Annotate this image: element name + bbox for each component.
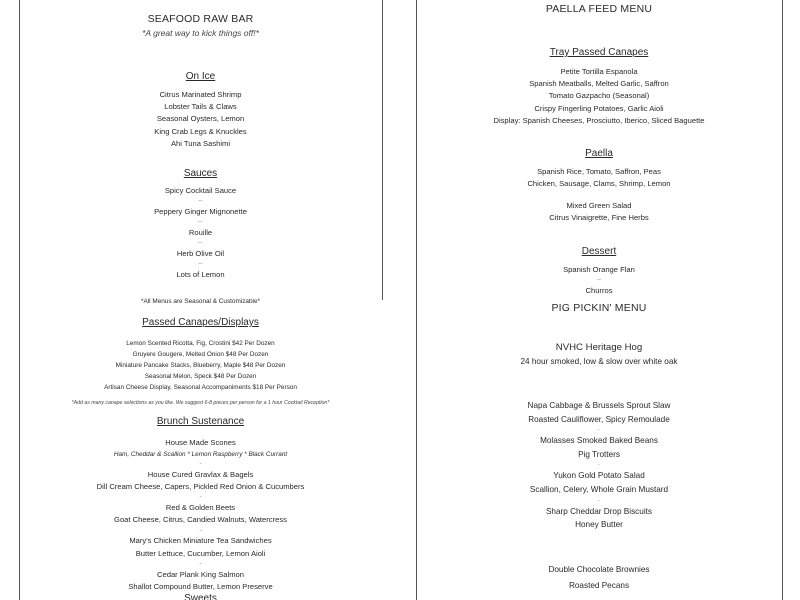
passed-canapes-list bbox=[20, 338, 381, 393]
list-item: Artisan Cheese Display, Seasonal Accompaniments $18 Per Person bbox=[104, 384, 297, 391]
list-item: Peppery Ginger Mignonette bbox=[154, 207, 247, 216]
brunch-menu-panel bbox=[20, 296, 381, 600]
on-ice-list bbox=[20, 89, 381, 150]
separator: -- bbox=[198, 261, 203, 268]
sweets-heading: Sweets bbox=[184, 593, 217, 600]
list-item: Lemon Scented Ricotta, Fig, Crostini $42 Per Dozen bbox=[126, 340, 275, 347]
passed-canapes-heading: Passed Canapes/Displays bbox=[142, 317, 259, 328]
hog-title: NVHC Heritage Hog bbox=[555, 342, 643, 353]
list-item: Miniature Pancake Stacks, Blueberry, Maple $48 Per Dozen bbox=[115, 362, 286, 369]
list-item: Ahi Tuna Sashimi bbox=[170, 138, 231, 148]
seafood-raw-bar-panel bbox=[20, 0, 381, 300]
list-item: Spanish Meatballs, Melted Garlic, Saffron bbox=[529, 79, 669, 89]
tray-passed-heading: Tray Passed Canapes bbox=[549, 47, 649, 58]
seafood-tagline: *A great way to kick things off!* bbox=[142, 28, 259, 38]
list-item: Lots of Lemon bbox=[176, 270, 225, 279]
list-item: Pig Trotters bbox=[578, 449, 620, 459]
list-item: Herb Olive Oil bbox=[176, 249, 225, 258]
list-item: Rouille bbox=[188, 228, 213, 237]
pig-title: PIG PICKIN' MENU bbox=[551, 302, 647, 314]
separator: - bbox=[598, 427, 600, 434]
canape-note: *Add as many canape selections as you like. We suggest 6-8 pieces per person for a 1 hour Cocktail Reception* bbox=[71, 400, 330, 406]
hog-description: 24 hour smoked, low & slow over white oak bbox=[520, 357, 678, 366]
on-ice-heading: On Ice bbox=[185, 71, 216, 82]
list-item: Cedar Plank King Salmon bbox=[157, 569, 244, 579]
separator: -- bbox=[198, 240, 203, 247]
brunch-sustenance-list bbox=[20, 437, 381, 593]
list-item: Roasted Pecans bbox=[568, 580, 630, 590]
list-item: Lobster Tails & Claws bbox=[164, 102, 237, 112]
list-item-desc: Butter Lettuce, Cucumber, Lemon Aioli bbox=[135, 548, 266, 558]
separator: - bbox=[598, 497, 600, 504]
seasonal-note: *All Menus are Seasonal & Customizable* bbox=[141, 298, 260, 305]
list-item: Red & Golden Beets bbox=[165, 503, 236, 513]
list-item: Tomato Gazpacho (Seasonal) bbox=[548, 91, 650, 101]
list-item-desc: Shallot Compound Butter, Lemon Preserve bbox=[128, 581, 273, 591]
separator: -- bbox=[198, 198, 203, 205]
page-border-center-left bbox=[382, 0, 383, 300]
list-item: Spanish Orange Flan bbox=[563, 265, 635, 274]
pig-pickin-panel bbox=[417, 300, 781, 600]
separator: - bbox=[199, 494, 202, 501]
list-item: Scallion, Celery, Whole Grain Mustard bbox=[529, 484, 669, 494]
separator: - bbox=[598, 462, 600, 469]
salad-list bbox=[417, 200, 781, 224]
list-item: Sharp Cheddar Drop Biscuits bbox=[545, 506, 653, 516]
list-item: House Made Scones bbox=[165, 438, 236, 447]
sides-list bbox=[417, 399, 781, 532]
list-item: Churros bbox=[585, 286, 613, 295]
list-item: Spanish Rice, Tomato, Saffron, Peas bbox=[537, 167, 661, 176]
list-item: Double Chocolate Brownies bbox=[548, 565, 650, 574]
list-item: Spicy Cocktail Sauce bbox=[164, 186, 237, 195]
list-item: Crispy Fingerling Potatoes, Garlic Aioli bbox=[534, 103, 664, 113]
list-item: Seasonal Oysters, Lemon bbox=[156, 114, 245, 124]
list-item: Honey Butter bbox=[575, 520, 623, 530]
separator: - bbox=[199, 461, 202, 468]
list-item: Seasonal Melon, Speck $48 Per Dozen bbox=[144, 373, 257, 380]
dessert-heading: Dessert bbox=[581, 246, 617, 257]
separator: - bbox=[199, 527, 202, 534]
list-item-desc: Goat Cheese, Citrus, Candied Walnuts, Watercress bbox=[114, 515, 287, 525]
list-item: Yukon Gold Potato Salad bbox=[553, 471, 645, 481]
list-item-desc: Ham, Cheddar & Scallion * Lemon Raspberry * Black Currant bbox=[113, 451, 288, 459]
seafood-title: SEAFOOD RAW BAR bbox=[147, 13, 254, 25]
list-item: House Cured Gravlax & Bagels bbox=[147, 470, 254, 479]
list-item: Gruyere Gougere, Melted Onion $48 Per Dozen bbox=[132, 351, 269, 358]
separator: - bbox=[199, 560, 202, 567]
list-item-desc: Dill Cream Cheese, Capers, Pickled Red Onion & Cucumbers bbox=[96, 482, 305, 492]
separator: -- bbox=[597, 277, 601, 284]
paella-menu-panel bbox=[417, 0, 781, 300]
list-item: Citrus Marinated Shrimp bbox=[159, 90, 242, 99]
list-item: Roasted Cauliflower, Spicy Remoulade bbox=[528, 414, 670, 424]
separator: -- bbox=[198, 219, 203, 226]
paella-list bbox=[417, 166, 781, 190]
list-item: Napa Cabbage & Brussels Sprout Slaw bbox=[527, 401, 671, 410]
page-border-right bbox=[782, 0, 783, 600]
sauces-heading: Sauces bbox=[183, 168, 218, 179]
dessert-pig-list bbox=[417, 563, 781, 592]
list-item: Molasses Smoked Baked Beans bbox=[540, 436, 658, 446]
tray-passed-list bbox=[417, 66, 781, 127]
dessert-list bbox=[417, 264, 781, 297]
brunch-sustenance-heading: Brunch Sustenance bbox=[156, 416, 245, 427]
paella-title: PAELLA FEED MENU bbox=[545, 3, 653, 15]
list-item: Citrus Vinaigrette, Fine Herbs bbox=[549, 213, 649, 223]
list-item: Chicken, Sausage, Clams, Shrimp, Lemon bbox=[527, 179, 671, 189]
list-item: Mary's Chicken Miniature Tea Sandwiches bbox=[129, 536, 272, 546]
paella-heading: Paella bbox=[585, 148, 613, 159]
list-item: Display: Spanish Cheeses, Prosciutto, Iberico, Sliced Baguette bbox=[493, 115, 705, 125]
list-item: Petite Tortilla Espanola bbox=[560, 67, 638, 76]
sauces-list bbox=[20, 185, 381, 281]
list-item: Mixed Green Salad bbox=[566, 201, 632, 210]
list-item: King Crab Legs & Knuckles bbox=[154, 126, 247, 136]
